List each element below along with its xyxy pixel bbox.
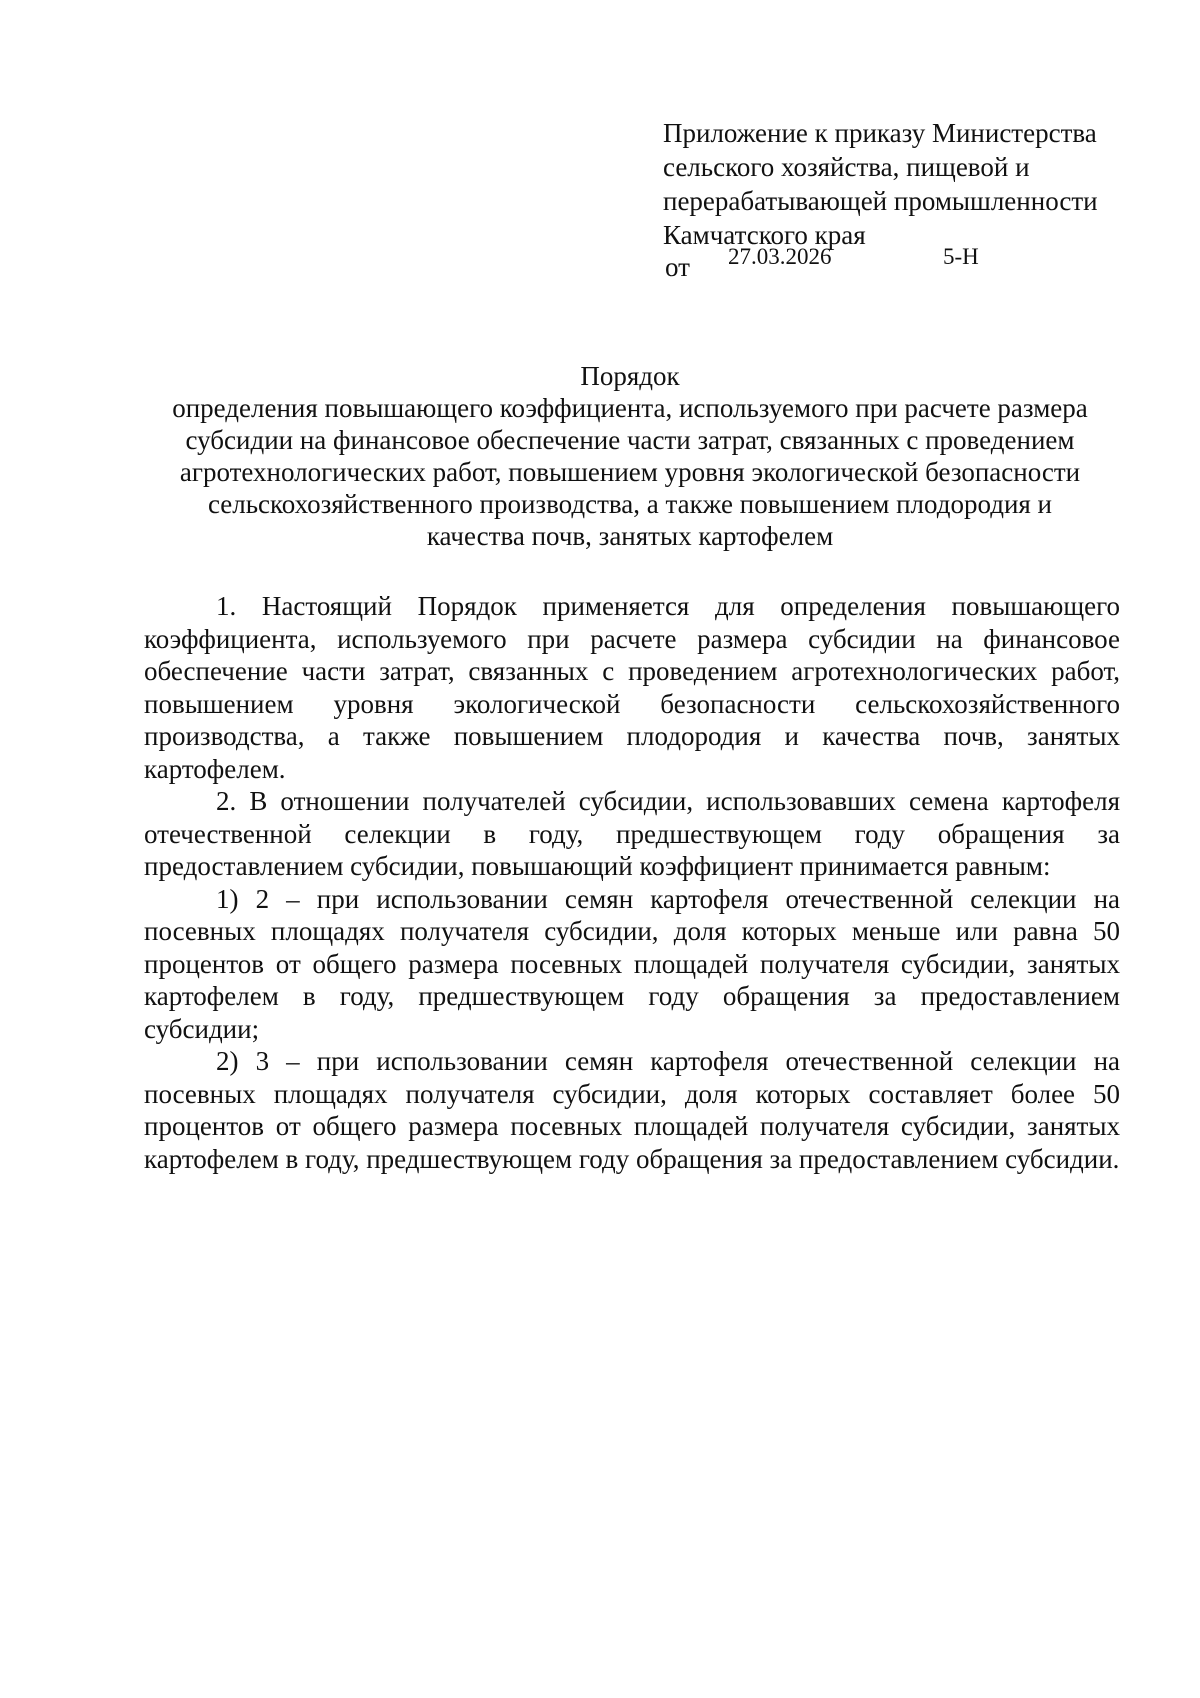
document-subtitle-line: определения повышающего коэффициента, используемого при расчете размера bbox=[172, 393, 1088, 423]
subparagraph-1: 1) 2 – при использовании семян картофеля отечественной селекции на посевных площадях получателя субсидии, доля которых меньше или равна 50 процентов от общего размера посевных площадей получателя субсидии, занятых картофелем в году, предшествующем году обращения за предоставлением субсидии; bbox=[144, 883, 1120, 1044]
paragraph-2: 2. В отношении получателей субсидии, использовавших семена картофеля отечественной селекции в году, предшествующем году обращения за предоставлением субсидии, повышающий коэффициент принимается равным: bbox=[144, 786, 1120, 881]
document-subtitle-line: качества почв, занятых картофелем bbox=[426, 521, 834, 551]
from-label: от bbox=[665, 252, 690, 282]
paragraph-1: 1. Настоящий Порядок применяется для определения повышающего коэффициента, используемого при расчете размера субсидии на финансовое обеспечение части затрат, связанных с проведением агротехнологических работ, повышением уровня экологической безопасности сельскохозяйственного производства, а также повышением плодородия и качества почв, занятых картофелем. bbox=[144, 591, 1120, 784]
document-subtitle-line: агротехнологических работ, повышением уровня экологической безопасности bbox=[179, 457, 1081, 487]
appendix-line: Камчатского края bbox=[663, 220, 866, 250]
appendix-line: перерабатывающей промышленности bbox=[663, 186, 1098, 216]
document-subtitle-line: сельскохозяйственного производства, а также повышением плодородия и bbox=[207, 489, 1053, 519]
order-date: 27.03.2026 bbox=[728, 244, 832, 269]
appendix-line: сельского хозяйства, пищевой и bbox=[663, 152, 1030, 182]
document-body bbox=[144, 590, 1120, 1175]
appendix-header bbox=[663, 116, 1183, 252]
order-date-number-row bbox=[663, 246, 1063, 282]
document-title: Порядок bbox=[580, 361, 680, 391]
document-subtitle-line: субсидии на финансовое обеспечение части затрат, связанных с проведением bbox=[185, 425, 1075, 455]
order-number: 5-Н bbox=[943, 244, 979, 269]
subparagraph-2: 2) 3 – при использовании семян картофеля отечественной селекции на посевных площадях получателя субсидии, доля которых составляет более 50 процентов от общего размера посевных площадей получателя субсидии, занятых картофелем в году, предшествующем году обращения за предоставлением субсидии. bbox=[144, 1046, 1120, 1174]
document-title-block bbox=[140, 360, 1120, 552]
appendix-line: Приложение к приказу Министерства bbox=[663, 118, 1097, 148]
